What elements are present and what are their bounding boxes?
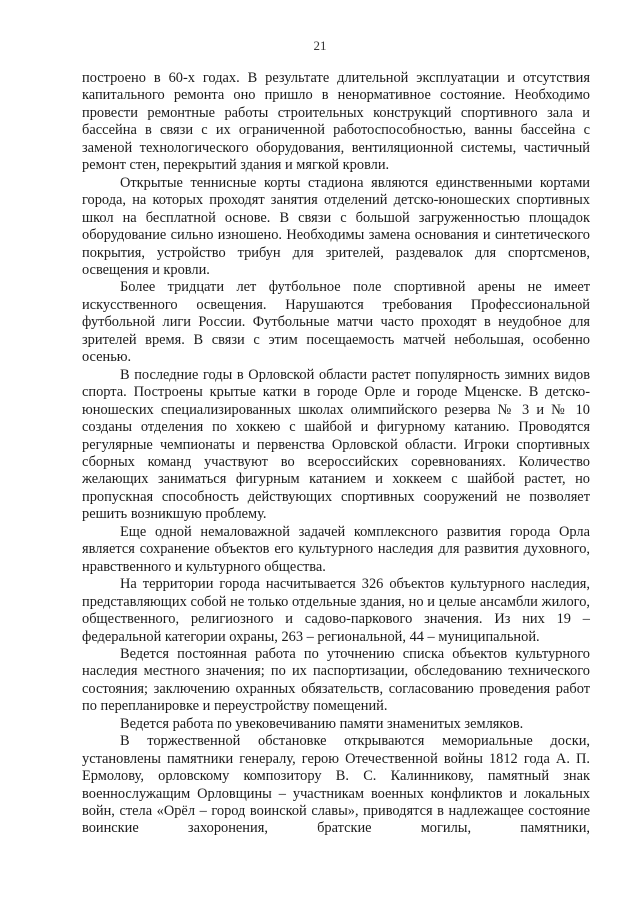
document-body <box>82 70 590 838</box>
paragraph-heritage-work: Ведется постоянная работа по уточнению списка объектов культурного наследия местного значения; по их паспортизации, обследованию технического состояния; заключению охранных обязательств, согласованию проведения работ по перепланировке и переустройству помещений. <box>82 645 590 715</box>
page-number: 21 <box>313 38 327 53</box>
paragraph-cultural-heritage-task: Еще одной немаловажной задачей комплексного развития города Орла является сохранение объектов его культурного наследия для развития духовного, нравственного и культурного общества. <box>82 523 590 575</box>
paragraph-football-field: Более тридцати лет футбольное поле спортивной арены не имеет искусственного освещения. Нарушаются требования Профессиональной футбольной лиги России. Футбольные матчи часто проходят в неудобное для зрителей время. В связи с этим посещаемость матчей небольшая, особенно осенью. <box>82 279 590 366</box>
paragraph-heritage-objects-count: На территории города насчитывается 326 объектов культурного наследия, представляющих собой не только отдельные здания, но и целые ансамбли жилого, общественного, религиозного и садово-паркового значения. Из них 19 – федеральной категории охраны, 263 – региональной, 44 – муниципальной. <box>82 576 590 645</box>
paragraph-tennis-courts: Открытые теннисные корты стадиона являются единственными кортами города, на которых проходят занятия отделений детско-юношеских спортивных школ на бесплатной основе. В связи с большой загруженностью площадок оборудование сильно изношено. Необходимы замена основания и синтетического покрытия, устройство трибун для зрителей, раздевалок для спортсменов, освещения и кровли. <box>82 174 590 278</box>
paragraph-sports-complex: построено в 60-х годах. В результате длительной эксплуатации и отсутствия капитального ремонта оно пришло в ненормативное состояние. Необходимо провести ремонтные работы строительных конструкций спортивного зала и бассейна в связи с их ограниченной работоспособностью, ванны бассейна с заменой технологического оборудования, вентиляционной системы, частичный ремонт стен, перекрытий здания и мягкой кровли. <box>82 70 590 174</box>
paragraph-winter-sports: В последние годы в Орловской области растет популярность зимних видов спорта. Построены крытые катки в городе Орле и городе Мценске. В детско-юношеских специализированных школах олимпийского резерва № 3 и № 10 созданы отделения по хоккею с шайбой и фигурному катанию. Проводятся регулярные чемпионаты и первенства Орловской области. Игроки спортивных сборных команд участвуют во всероссийских соревнованиях. Количество желающих заниматься фигурным катанием и хоккеем с шайбой растет, но пропускная способность действующих спортивных сооружений не позволяет решить возникшую проблему. <box>82 366 590 523</box>
paragraph-memory-work: Ведется работа по увековечиванию памяти знаменитых земляков. <box>120 715 524 732</box>
paragraph-memorials: В торжественной обстановке открываются мемориальные доски, установлены памятники генералу, герою Отечественной войны 1812 года А. П. Ермолову, орловскому композитору В. С. Калинникову, памятный знак военнослужащим Орловщины – участникам военных конфликтов и локальных войн, стела «Орёл – город воинской славы», приводятся в надлежащее состояние воинские захоронения, братские могилы, памятники, <box>82 733 590 837</box>
